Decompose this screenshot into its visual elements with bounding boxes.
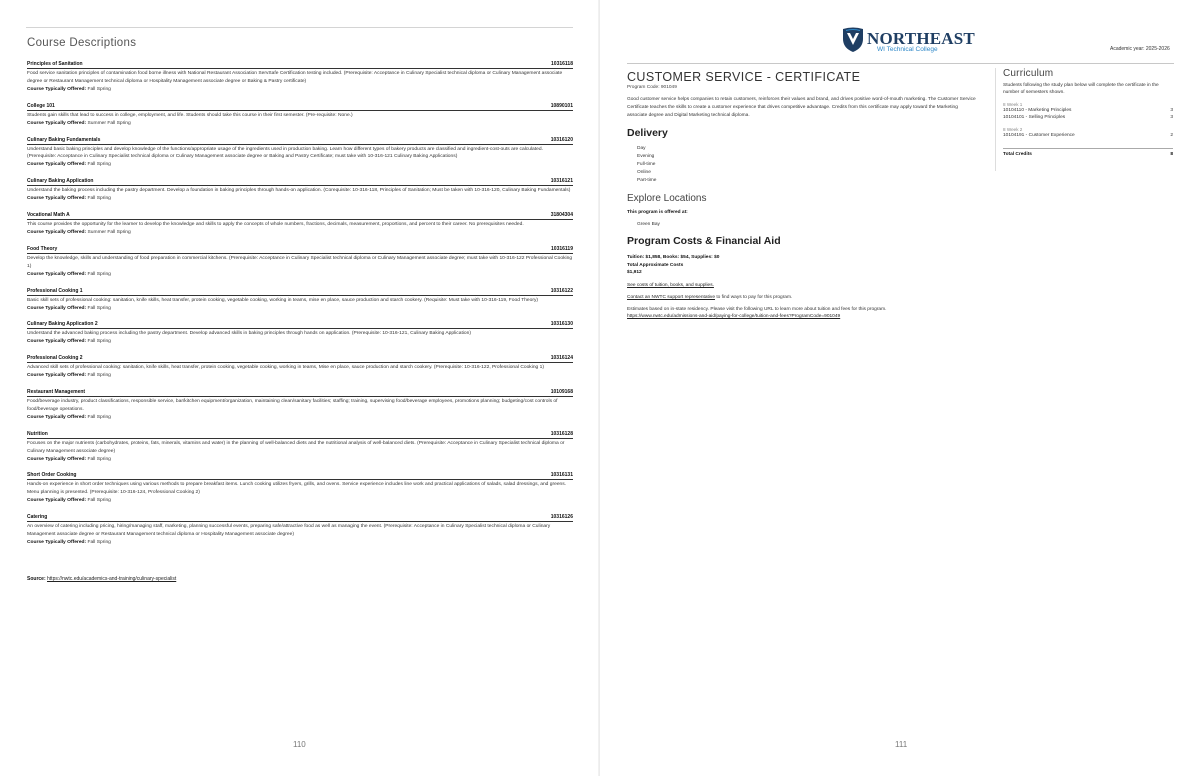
- course-code: 10316122: [550, 287, 573, 294]
- course-offered: [27, 195, 573, 203]
- curriculum-course: 10104110 - Marketing Principles: [1003, 108, 1072, 113]
- course-entry: [27, 321, 573, 346]
- course-description: Understand basic baking principles and develop knowledge of the functions/appropriate usage of the ingredients used in production baking. Learn how different types of bakery products are classified and ingredient-cost-outs are calculated. (Prerequisite: Acceptance in Culinary Specialist technical diploma or Culinary Management associate degree or Baking and Pastry Certificate; must take with 10-316-121 Culinary Baking Applications): [27, 146, 543, 160]
- course-entry: [27, 178, 573, 203]
- course-name: College 101: [27, 102, 55, 109]
- course-header: [27, 514, 573, 522]
- offered-terms: Summer Fall Spring: [87, 229, 131, 235]
- offered-terms: Fall Spring: [87, 339, 111, 345]
- course-header: [27, 288, 573, 296]
- offered-terms: Fall Spring: [87, 162, 111, 168]
- course-name: Culinary Baking Application 2: [27, 321, 98, 328]
- course-code: 10316126: [550, 514, 573, 521]
- course-code: 31804304: [550, 212, 573, 219]
- section-title: Course Descriptions: [27, 37, 137, 49]
- course-entry: [27, 212, 573, 237]
- course-description: This course provides the opportunity for the learner to develop the knowledge and skills to apply the concepts of whole numbers, fractions, decimals, measurement, proportions, and percent to their career. No prerequisites needed.: [27, 222, 524, 228]
- course-description: An overview of catering including pricing, hiring/managing staff, marketing, planning successful events, preparing safe/attractive food as well as managing the event. (Prerequisite: Acceptance in Culinary Specialist technical diploma or Culinary Management associate degree or Restaurant Management technical diploma or Hospitality Management associate degree): [27, 524, 551, 538]
- costs-breakdown: Tuition: $1,858, Books: $54, Supplies: $0: [627, 255, 720, 261]
- curriculum-course: 10104191 - Customer Experience: [1003, 133, 1075, 138]
- week1-label: 8 Week 1: [1003, 102, 1023, 107]
- course-code: 10316119: [551, 245, 573, 252]
- location-item: Green Bay: [637, 221, 660, 227]
- course-header: [27, 212, 573, 220]
- delivery-item: Part-time: [637, 177, 657, 183]
- curriculum-credits: 2: [1170, 133, 1173, 138]
- course-description: Develop the knowledge, skills and understanding of food preparation in commercial kitchens. (Prerequisite: Acceptance in Culinary Specialist technical diploma or Culinary Management associate degree; must take with 10-316-122 Professional Cooking 1): [27, 255, 573, 269]
- course-offered: [27, 372, 573, 380]
- delivery-heading: Delivery: [627, 126, 668, 139]
- curriculum-credits: 3: [1170, 115, 1173, 120]
- course-header: [27, 355, 573, 363]
- course-description: Focuses on the major nutrients (carbohydrates, proteins, fats, minerals, vitamins and water) in the planning of well-balanced diets and the nutritional analysis of well-balanced diets. (Prerequisite: Acceptance in Culinary Specialist technical diploma or Culinary Management associate degree): [27, 440, 565, 454]
- course-entry: [27, 246, 573, 279]
- course-name: Vocational Math A: [27, 212, 70, 219]
- offered-label: Course Typically Offered:: [27, 196, 87, 202]
- program-code: Program Code: 901049: [627, 85, 677, 90]
- course-entry: [27, 514, 573, 547]
- delivery-list: [627, 145, 977, 185]
- course-offered: [27, 229, 573, 237]
- course-code: 10316130: [550, 321, 573, 328]
- curriculum-panel: [995, 68, 1173, 157]
- source-label: Source:: [27, 576, 46, 582]
- course-description: Food service sanitation principles of contamination food borne illness with National Restaurant Association ServSafe Certification testing included. (Prerequisite: Acceptance in Culinary Specialist technical diploma or Culinary Management associate degree or Restaurant Management technical diploma or Hospitality Management associate degree or Baking & Pastry certificate): [27, 71, 563, 84]
- locations-heading: Explore Locations: [627, 192, 707, 204]
- course-description: Hands-on experience in short order techniques using various methods to prepare breakfast items. Lunch cooking utilizes fryers, grills, and ovens. Service experience includes line work and practical applications of salads, salad dressings, and greens. Menu planning is presented. (Prerequisite: 10-316-124, Professional Cooking 2): [27, 482, 567, 496]
- course-description: Food/beverage industry, product classifications, responsible service, bar/kitchen equipment/organization, maintaining clean/sanitary facilities; staffing; training, supervising food/beverage employees, promotions planning; budgeting/cost controls of food/beverage operations.: [27, 399, 558, 412]
- course-header: [27, 178, 573, 186]
- course-entry: [27, 288, 573, 313]
- estimates-text: [627, 306, 977, 320]
- course-header: [27, 103, 573, 111]
- curriculum-row: [1003, 132, 1173, 139]
- course-code: 10316128: [550, 430, 573, 437]
- course-offered: [27, 120, 573, 128]
- program-title: CUSTOMER SERVICE - CERTIFICATE: [627, 70, 861, 84]
- offered-terms: Summer Fall Spring: [87, 120, 131, 126]
- course-header: [27, 389, 573, 397]
- course-entry: [27, 137, 573, 170]
- delivery-item: Evening: [637, 153, 655, 159]
- costs-block: [627, 254, 977, 277]
- course-name: Culinary Baking Application: [27, 178, 94, 185]
- source-link[interactable]: https://nwtc.edu/academics-and-training/culinary-specialist: [47, 576, 177, 582]
- course-name: Professional Cooking 1: [27, 287, 83, 294]
- curriculum-intro: Students following the study plan below will complete the certificate in the number of semesters shown.: [1003, 83, 1159, 95]
- course-entry: [27, 355, 573, 380]
- course-entry: [27, 61, 573, 94]
- course-name: Culinary Baking Fundamentals: [27, 136, 101, 143]
- contact-link[interactable]: Contact an NWTC support representative: [627, 294, 715, 300]
- estimates-link[interactable]: https://www.nwtc.edu/admissions-and-aid/paying-for-college/tuition-and-fees?ProgramCode=901049: [627, 313, 841, 319]
- course-code: 10316118: [551, 61, 573, 67]
- logo-wordmark: NORTHEAST: [867, 29, 975, 48]
- contact-text: to find ways to pay for this program.: [714, 294, 793, 300]
- course-code: 10316124: [550, 355, 573, 362]
- offered-label: Course Typically Offered:: [27, 456, 87, 462]
- total-credits-row: [1003, 152, 1173, 157]
- week2-list: [1003, 132, 1173, 139]
- offered-terms: Fall Spring: [87, 456, 111, 462]
- delivery-item: Online: [637, 169, 651, 175]
- course-code: 10316120: [550, 136, 573, 143]
- course-entry: [27, 431, 573, 464]
- college-logo: [842, 27, 975, 57]
- header-rule: [627, 63, 1174, 64]
- offered-label: Course Typically Offered:: [27, 373, 87, 379]
- offered-terms: Fall Spring: [87, 196, 111, 202]
- program-main-column: [627, 70, 977, 320]
- course-header: [27, 61, 573, 69]
- logo-subtitle: WI Technical College: [877, 46, 938, 53]
- offered-terms: Fall Spring: [87, 373, 111, 379]
- course-description: Advanced skill sets of professional cooking: sanitation, knife skills, heat transfer, protein cooking, vegetable cooking, working in teams, Mise en place, sauce production and starch cookery. (Prerequisite: 10-316-122, Professional Cooking 1): [27, 365, 544, 371]
- offered-terms: Fall Spring: [87, 540, 111, 545]
- page-number-left: 110: [293, 740, 306, 749]
- course-entry: [27, 103, 573, 128]
- course-name: Nutrition: [27, 430, 48, 437]
- total-costs-value: $1,912: [627, 270, 642, 276]
- offered-label: Course Typically Offered:: [27, 339, 87, 345]
- contact-line: [627, 294, 977, 301]
- see-costs-link[interactable]: See costs of tuition, books, and supplies.: [627, 282, 714, 288]
- week1-list: [1003, 107, 1173, 121]
- offered-label: Course Typically Offered:: [27, 229, 87, 235]
- course-code: 10316131: [550, 472, 573, 479]
- offered-label: Course Typically Offered:: [27, 120, 87, 126]
- total-costs-label: Total Approximate Costs: [627, 262, 684, 268]
- offered-label: Course Typically Offered:: [27, 540, 87, 545]
- course-offered: [27, 271, 573, 279]
- course-entry: [27, 389, 573, 422]
- offered-label: Course Typically Offered:: [27, 271, 87, 277]
- offered-terms: Fall Spring: [87, 305, 111, 311]
- course-offered: [27, 338, 573, 346]
- offered-label: Course Typically Offered:: [27, 305, 87, 311]
- course-name: Short Order Cooking: [27, 472, 77, 479]
- offered-label: Course Typically Offered:: [27, 414, 87, 420]
- costs-heading: Program Costs & Financial Aid: [627, 235, 781, 248]
- course-header: [27, 137, 573, 145]
- course-header: [27, 246, 573, 254]
- delivery-item: Full-time: [637, 161, 656, 167]
- academic-year: Academic year: 2025-2026: [1110, 46, 1170, 52]
- total-credits-value: 8: [1170, 152, 1173, 157]
- course-offered: [27, 86, 573, 94]
- course-name: Catering: [27, 514, 48, 521]
- course-description: Basic skill sets of professional cooking: sanitation, knife skills, heat transfer, protein cooking, vegetable cooking, working in teams, mise en place, sauce production and starch cookery. (Requisite: Must take with 10-316-119, Food Theory): [27, 297, 539, 303]
- course-name: Food Theory: [27, 245, 58, 252]
- locations-intro: This program is offered at:: [627, 209, 688, 215]
- course-name: Principles of Sanitation: [27, 61, 83, 67]
- course-description: Understand the baking process including the pastry department. Develop a foundation in baking principles through hands-on application. (Corequisite: 10-316-118, Principles of Sanitation; Must be taken with 10-316-120, Culinary Baking Fundamentals): [27, 188, 571, 194]
- course-offered: [27, 161, 573, 169]
- week2-label: 8 Week 2: [1003, 127, 1023, 132]
- course-list: [27, 61, 573, 556]
- course-code: 10316121: [550, 178, 573, 185]
- offered-terms: Fall Spring: [87, 271, 111, 277]
- page-number-right: 111: [895, 740, 908, 749]
- offered-label: Course Typically Offered:: [27, 162, 87, 168]
- course-name: Professional Cooking 2: [27, 355, 83, 362]
- curriculum-credits: 3: [1170, 108, 1173, 113]
- course-offered: [27, 497, 573, 505]
- curriculum-row: [1003, 107, 1173, 114]
- shield-logo-icon: [842, 27, 864, 53]
- course-header: [27, 321, 573, 329]
- curriculum-heading: Curriculum: [1003, 68, 1054, 79]
- course-offered: [27, 305, 573, 313]
- curriculum-row: [1003, 114, 1173, 121]
- course-header: [27, 472, 573, 480]
- program-description: Good customer service helps companies to retain customers, reinforces their values and brand, and drives positive word-of-mouth marketing. The Customer Service Certificate teaches the skills to create a customer experience that drives competitive advantage. Credits from this certificate may apply toward the Marketing associate degree and Digital Marketing technical diploma.: [627, 97, 976, 118]
- total-rule: [1003, 148, 1173, 149]
- see-costs-line: [627, 282, 977, 289]
- total-credits-label: Total Credits: [1003, 152, 1032, 157]
- course-entry: [27, 472, 573, 505]
- course-code: 10109168: [550, 389, 573, 396]
- offered-terms: Fall Spring: [87, 414, 111, 420]
- course-name: Restaurant Management: [27, 389, 86, 396]
- estimates-note: Estimates based on in-state residency. Please visit the following URL to learn more about tuition and fees for this program.: [627, 306, 887, 312]
- course-code: 10890101: [550, 102, 573, 109]
- course-header: [27, 431, 573, 439]
- course-offered: [27, 456, 573, 464]
- course-description: Students gain skills that lead to success in college, employment, and life. Students should take this course in their first semester. (Pre-requisite: None.): [27, 112, 353, 118]
- course-description: Understand the advanced baking process including the pastry department. Develop advanced skills in baking principles through hands on application. (Prerequisite: 10-316-121, Culinary Baking Application): [27, 331, 471, 337]
- source-line: [27, 576, 176, 582]
- course-offered: [27, 539, 573, 547]
- top-rule: [26, 27, 573, 28]
- offered-terms: Fall Spring: [87, 86, 111, 92]
- delivery-item: Day: [637, 145, 646, 151]
- course-offered: [27, 414, 573, 422]
- curriculum-course: 10104101 - Selling Principles: [1003, 115, 1066, 120]
- offered-label: Course Typically Offered:: [27, 86, 87, 92]
- right-page: [600, 0, 1200, 776]
- offered-label: Course Typically Offered:: [27, 498, 87, 504]
- offered-terms: Fall Spring: [87, 498, 111, 504]
